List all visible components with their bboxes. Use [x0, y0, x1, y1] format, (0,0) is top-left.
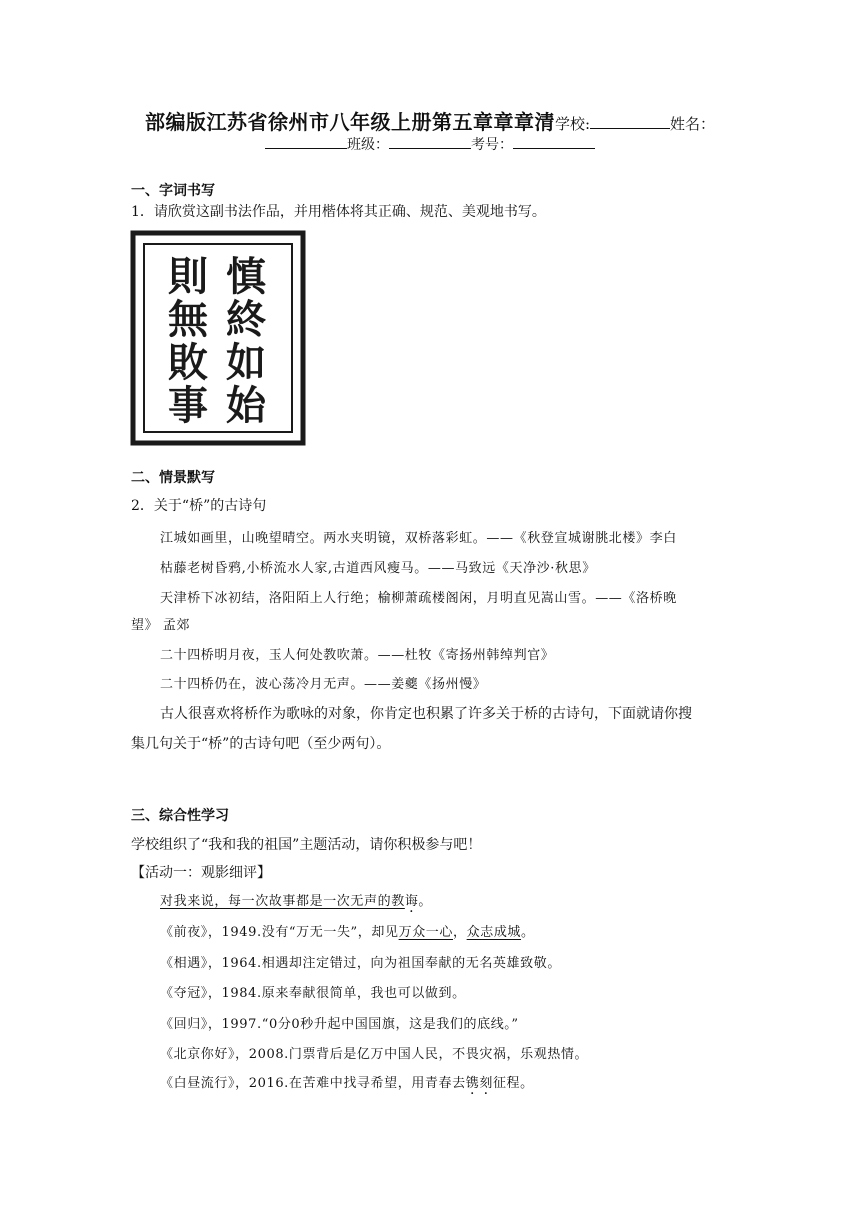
film-text: 《白昼流行》，2016.在苦难中找寻希望，用青春去 — [160, 1076, 466, 1091]
name-label: 姓名： — [670, 115, 716, 133]
calligraphy-char: 慎 — [226, 253, 266, 300]
dotted-char: 镌 — [465, 1076, 480, 1091]
poem-line: 天津桥下冰初结，洛阳陌上人行绝；榆柳萧疏楼阁闲，月明直见嵩山雪。——《洛桥晚 — [160, 591, 677, 606]
calligraphy-char: 敗 — [168, 339, 208, 386]
question-1: 1．请欣赏这副书法作品，并用楷体将其正确、规范、美观地书写。 — [131, 204, 546, 220]
film-line: 《回归》，1997.“0分0秒升起中国国旗，这是我们的底线。” — [160, 1017, 519, 1032]
poem-line: 二十四桥明月夜，玉人何处教吹萧。——杜牧《寄扬州韩绰判官》 — [160, 648, 555, 663]
title-line — [0, 106, 860, 135]
activity-title: 【活动一：观影细评】 — [131, 865, 271, 881]
class-blank[interactable] — [389, 134, 471, 149]
dotted-char: 刻 — [479, 1076, 493, 1091]
activity-intro: 学校组织了“我和我的祖国”主题活动，请你积极参与吧！ — [131, 837, 482, 853]
calligraphy-char: 始 — [226, 382, 266, 429]
poem-line: 枯藤老树昏鸦,小桥流水人家,古道西风瘦马。——马致远《天净沙·秋思》 — [160, 561, 596, 576]
section2-heading: 二、情景默写 — [131, 470, 215, 486]
quote-underlined: 对我来说，每一次故事都是一次无声的教 — [160, 894, 405, 909]
film-line — [160, 921, 535, 940]
calligraphy-char: 終 — [226, 296, 266, 343]
underlined-phrase: 众志成城 — [466, 925, 522, 940]
class-label: 班级： — [347, 137, 389, 153]
film-text: 征程。 — [492, 1076, 534, 1091]
quote-end: 。 — [418, 894, 433, 909]
section3-heading: 三、综合性学习 — [131, 808, 229, 824]
calligraphy-char: 無 — [168, 296, 208, 343]
dotted-char: 诲 — [404, 894, 419, 909]
calligraphy-char: 事 — [168, 382, 208, 429]
film-line — [160, 1072, 534, 1091]
film-text: 《前夜》，1949.没有“万无一失”，却见 — [160, 925, 399, 940]
poem-line: 望》 孟郊 — [131, 618, 191, 633]
quote-line — [160, 890, 432, 909]
exam-no-label: 考号： — [471, 137, 513, 153]
school-label: 学校: — [554, 115, 591, 133]
underlined-phrase: 万众一心 — [398, 925, 454, 940]
film-text: 。 — [521, 925, 535, 940]
document-title: 部编版江苏省徐州市八年级上册第五章章章清 — [144, 110, 555, 134]
calligraphy-char: 則 — [168, 253, 208, 300]
question-2: 2．关于“桥”的古诗句 — [131, 498, 267, 514]
name-blank[interactable] — [265, 134, 347, 149]
calligraphy-char: 如 — [226, 339, 266, 386]
film-line: 《北京你好》，2008.门票背后是亿万中国人民，不畏灾祸，乐观热情。 — [160, 1047, 589, 1062]
film-text: ， — [453, 925, 467, 940]
film-line: 《相遇》，1964.相遇却注定错过，向为祖国奉献的无名英雄致敬。 — [160, 956, 561, 971]
calligraphy-image — [130, 230, 306, 446]
exam-no-blank[interactable] — [513, 134, 595, 149]
info-line — [0, 134, 860, 154]
prompt-text: 古人很喜欢将桥作为歌咏的对象，你肯定也积累了许多关于桥的古诗句，下面就请你搜 — [160, 706, 692, 722]
prompt-text: 集几句关于“桥”的古诗句吧（至少两句）。 — [131, 736, 391, 752]
poem-line: 二十四桥仍在，波心荡冷月无声。——姜夔《扬州慢》 — [160, 677, 487, 692]
school-blank[interactable] — [590, 114, 670, 129]
section1-heading: 一、字词书写 — [131, 183, 215, 199]
poem-line: 江城如画里，山晚望晴空。两水夹明镜，双桥落彩虹。——《秋登宣城谢朓北楼》李白 — [160, 531, 677, 546]
film-line: 《夺冠》，1984.原来奉献很简单，我也可以做到。 — [160, 986, 466, 1001]
